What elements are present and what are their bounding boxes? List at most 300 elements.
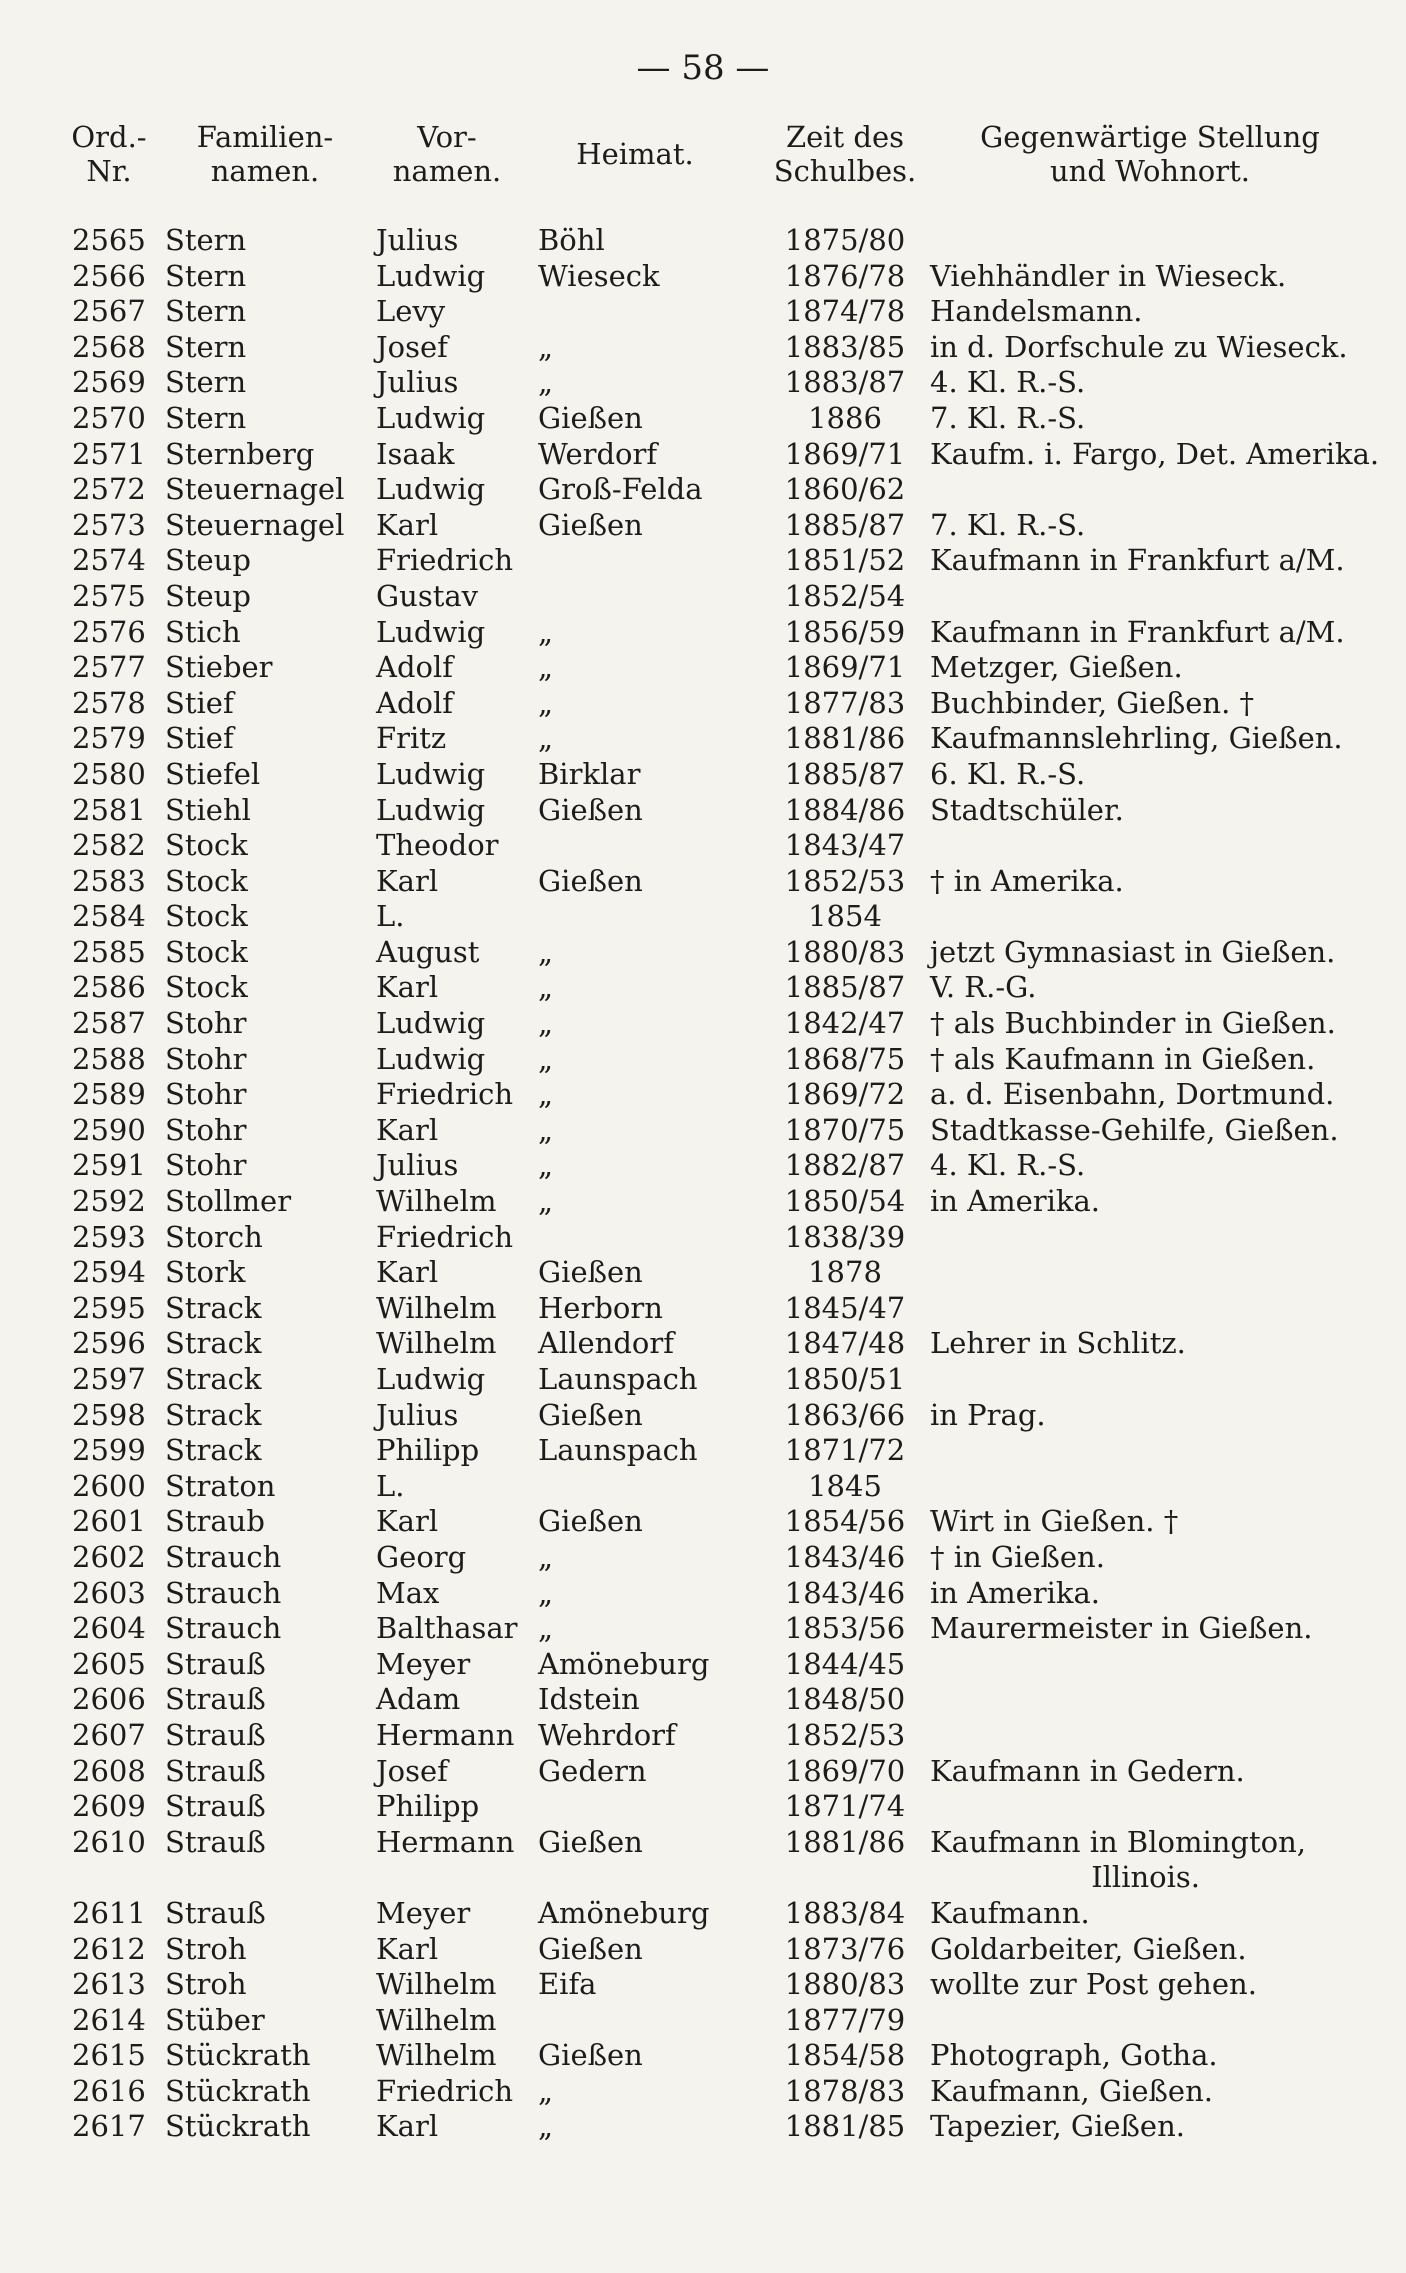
familienname-cell-text: Stock: [165, 863, 248, 898]
zeit-cell: [770, 1113, 920, 1149]
vorname-cell-text: August: [376, 934, 480, 969]
zeit-cell-text: 1860/62: [784, 472, 906, 507]
vorname-cell-text: Karl: [376, 1504, 439, 1539]
familienname-cell: [165, 223, 370, 259]
table-row: [0, 2109, 1406, 2145]
vorname-cell-text: Julius: [376, 365, 459, 400]
zeit-cell: [770, 864, 920, 900]
stellung-cell: [930, 721, 1370, 757]
stellung-cell-text: Buchbinder, Gießen. †: [930, 685, 1255, 720]
vorname-cell: [376, 1647, 536, 1683]
familienname-cell: [165, 1647, 370, 1683]
familienname-cell: [165, 864, 370, 900]
vorname-cell: [376, 1754, 536, 1790]
heimat-cell: [538, 1184, 738, 1220]
table-row: [0, 2038, 1406, 2074]
table-row: [0, 899, 1406, 935]
table-row: [0, 1932, 1406, 1968]
table-row: [0, 1718, 1406, 1754]
stellung-cell-text: Metzger, Gießen.: [930, 650, 1183, 685]
heimat-cell: [538, 1113, 738, 1149]
heimat-cell-text: Wieseck: [538, 258, 660, 293]
familienname-cell-text: Stern: [165, 258, 247, 293]
ord-nr-cell-text: 2614: [72, 2002, 146, 2037]
familienname-cell-text: Stern: [165, 365, 247, 400]
ord-nr-cell: [72, 1825, 152, 1861]
heimat-cell-text: „: [538, 1611, 554, 1646]
vorname-cell-text: Ludwig: [376, 258, 486, 293]
table-row: [0, 1825, 1406, 1896]
zeit-cell: [770, 757, 920, 793]
ord-nr-cell-text: 2583: [72, 863, 146, 898]
familienname-cell: [165, 1682, 370, 1718]
vorname-cell: [376, 1042, 536, 1078]
ord-nr-cell: [72, 1932, 152, 1968]
familienname-cell: [165, 1362, 370, 1398]
familienname-cell: [165, 294, 370, 330]
heimat-cell-text: Amöneburg: [538, 1646, 710, 1681]
heimat-cell-text: „: [538, 934, 554, 969]
zeit-cell-text: 1877/79: [784, 2002, 906, 2037]
zeit-cell: [770, 970, 920, 1006]
heimat-cell: [538, 1504, 738, 1540]
stellung-cell: [930, 1326, 1370, 1362]
heimat-cell: [538, 2074, 738, 2110]
stellung-cell-text: Stadtkasse-Gehilfe, Gießen.: [930, 1112, 1339, 1147]
heimat-cell-text: „: [538, 1539, 554, 1574]
zeit-cell: [770, 294, 920, 330]
vorname-cell: [376, 579, 536, 615]
heimat-cell: [538, 793, 738, 829]
familienname-cell-text: Stückrath: [165, 2073, 311, 2108]
stellung-cell-text: 7. Kl. R.-S.: [930, 507, 1086, 542]
heimat-cell-text: Gießen: [538, 507, 643, 542]
heimat-cell: [538, 1326, 738, 1362]
vorname-cell: [376, 437, 536, 473]
stellung-cell: [930, 935, 1370, 971]
familienname-cell-text: Stohr: [165, 1148, 247, 1183]
ord-nr-cell: [72, 1967, 152, 2003]
zeit-cell-text: 1856/59: [784, 614, 906, 649]
familienname-cell-text: Stern: [165, 400, 247, 435]
heimat-cell: [538, 686, 738, 722]
stellung-cell-text: Kaufmann, Gießen.: [930, 2073, 1213, 2108]
ord-nr-cell-text: 2576: [72, 614, 146, 649]
vorname-cell-text: Ludwig: [376, 1041, 486, 1076]
familienname-cell-text: Stork: [165, 1255, 246, 1290]
heimat-cell-text: „: [538, 721, 554, 756]
familienname-cell: [165, 1540, 370, 1576]
heimat-cell-text: „: [538, 685, 554, 720]
zeit-cell: [770, 2003, 920, 2039]
zeit-cell-text: 1873/76: [784, 1931, 906, 1966]
familienname-cell-text: Strack: [165, 1290, 262, 1325]
vorname-cell-text: Friedrich: [376, 1219, 514, 1254]
familienname-cell: [165, 1398, 370, 1434]
familienname-cell: [165, 1611, 370, 1647]
zeit-cell-text: 1874/78: [784, 294, 906, 329]
stellung-cell: [930, 1576, 1370, 1612]
ord-nr-cell: [72, 1255, 152, 1291]
ord-nr-cell: [72, 1647, 152, 1683]
table-row: [0, 401, 1406, 437]
heimat-cell: [538, 1077, 738, 1113]
ord-nr-cell: [72, 330, 152, 366]
ord-nr-cell-text: 2572: [72, 472, 146, 507]
familienname-cell-text: Steup: [165, 578, 251, 613]
vorname-cell-text: Wilhelm: [376, 2002, 497, 2037]
ord-nr-cell-text: 2584: [72, 899, 146, 934]
vorname-cell-text: Philipp: [376, 1433, 480, 1468]
stellung-cell-text: † in Amerika.: [930, 863, 1124, 898]
familienname-cell-text: Strauß: [165, 1753, 266, 1788]
vorname-cell-text: Max: [376, 1575, 440, 1610]
zeit-cell: [770, 543, 920, 579]
table-row: [0, 1077, 1406, 1113]
vorname-cell: [376, 294, 536, 330]
header-ord-nr: Ord.- Nr.: [71, 120, 147, 188]
familienname-cell: [165, 899, 370, 935]
familienname-cell: [165, 1006, 370, 1042]
table-row: [0, 1113, 1406, 1149]
familienname-cell: [165, 828, 370, 864]
stellung-cell: [930, 970, 1370, 1006]
heimat-cell-text: Birklar: [538, 756, 641, 791]
stellung-cell-text: Kaufmann in Gedern.: [930, 1753, 1245, 1788]
heimat-cell-text: Wehrdorf: [538, 1717, 676, 1752]
zeit-cell: [770, 1789, 920, 1825]
zeit-cell-text: 1869/71: [784, 650, 906, 685]
familienname-cell: [165, 650, 370, 686]
stellung-cell: [930, 864, 1370, 900]
vorname-cell-text: Isaak: [376, 436, 455, 471]
vorname-cell: [376, 223, 536, 259]
vorname-cell: [376, 2003, 536, 2039]
register-table: [0, 223, 1406, 2145]
ord-nr-cell-text: 2617: [72, 2109, 146, 2144]
table-row: [0, 1255, 1406, 1291]
heimat-cell: [538, 1967, 738, 2003]
heimat-cell: [538, 1647, 738, 1683]
ord-nr-cell: [72, 1576, 152, 1612]
zeit-cell: [770, 2074, 920, 2110]
header-familiennamen: Familien- namen.: [196, 120, 334, 188]
familienname-cell: [165, 1469, 370, 1505]
zeit-cell: [770, 1754, 920, 1790]
stellung-cell-text: 4. Kl. R.-S.: [930, 1148, 1086, 1183]
stellung-cell-text: Goldarbeiter, Gießen.: [930, 1931, 1247, 1966]
heimat-cell: [538, 970, 738, 1006]
table-row: [0, 1647, 1406, 1683]
stellung-cell-text: a. d. Eisenbahn, Dortmund.: [930, 1077, 1335, 1112]
ord-nr-cell-text: 2585: [72, 934, 146, 969]
vorname-cell-text: Theodor: [376, 828, 499, 863]
heimat-cell-text: „: [538, 1006, 554, 1041]
vorname-cell: [376, 259, 536, 295]
ord-nr-cell-text: 2601: [72, 1504, 146, 1539]
ord-nr-cell-text: 2605: [72, 1646, 146, 1681]
vorname-cell: [376, 1077, 536, 1113]
zeit-cell-text: 1844/45: [784, 1646, 906, 1681]
vorname-cell-text: Karl: [376, 1931, 439, 1966]
vorname-cell-text: L.: [376, 899, 405, 934]
stellung-cell: [930, 1967, 1370, 2003]
ord-nr-cell-text: 2595: [72, 1290, 146, 1325]
ord-nr-cell: [72, 2038, 152, 2074]
heimat-cell-text: Allendorf: [538, 1326, 674, 1361]
heimat-cell: [538, 1754, 738, 1790]
heimat-cell-text: Böhl: [538, 223, 605, 257]
familienname-cell-text: Strauß: [165, 1646, 266, 1681]
stellung-cell: [930, 793, 1370, 829]
familienname-cell: [165, 2038, 370, 2074]
familienname-cell-text: Sternberg: [165, 436, 315, 471]
zeit-cell-text: 1847/48: [784, 1326, 906, 1361]
heimat-cell: [538, 935, 738, 971]
familienname-cell: [165, 1754, 370, 1790]
heimat-cell-text: Gießen: [538, 863, 643, 898]
stellung-cell-text: Kaufmann in Frankfurt a/M.: [930, 543, 1345, 578]
vorname-cell: [376, 1006, 536, 1042]
ord-nr-cell: [72, 1184, 152, 1220]
familienname-cell: [165, 543, 370, 579]
stellung-cell: [930, 294, 1370, 330]
ord-nr-cell-text: 2577: [72, 650, 146, 685]
vorname-cell-text: Balthasar: [376, 1611, 518, 1646]
stellung-cell-text: Stadtschüler.: [930, 792, 1124, 827]
vorname-cell: [376, 1540, 536, 1576]
ord-nr-cell-text: 2566: [72, 258, 146, 293]
familienname-cell: [165, 2074, 370, 2110]
vorname-cell: [376, 686, 536, 722]
heimat-cell-text: „: [538, 650, 554, 685]
stellung-cell: [930, 508, 1370, 544]
familienname-cell: [165, 2109, 370, 2145]
heimat-cell-text: „: [538, 2073, 554, 2108]
familienname-cell-text: Strauß: [165, 1717, 266, 1752]
vorname-cell-text: Friedrich: [376, 1077, 514, 1112]
familienname-cell-text: Stollmer: [165, 1184, 292, 1219]
ord-nr-cell: [72, 1682, 152, 1718]
heimat-cell: [538, 1398, 738, 1434]
vorname-cell-text: Karl: [376, 1112, 439, 1147]
ord-nr-cell: [72, 828, 152, 864]
zeit-cell-text: 1869/71: [784, 436, 906, 471]
zeit-cell-text: 1884/86: [784, 792, 906, 827]
ord-nr-cell-text: 2607: [72, 1717, 146, 1752]
familienname-cell: [165, 1576, 370, 1612]
ord-nr-cell: [72, 1148, 152, 1184]
zeit-cell: [770, 1896, 920, 1932]
vorname-cell: [376, 2074, 536, 2110]
table-row: [0, 1469, 1406, 1505]
ord-nr-cell-text: 2565: [72, 223, 146, 257]
familienname-cell-text: Storch: [165, 1219, 263, 1254]
vorname-cell: [376, 1148, 536, 1184]
stellung-cell-text: Kaufmannslehrling, Gießen.: [930, 721, 1343, 756]
zeit-cell: [770, 615, 920, 651]
ord-nr-cell-text: 2604: [72, 1611, 146, 1646]
familienname-cell: [165, 401, 370, 437]
ord-nr-cell-text: 2615: [72, 2038, 146, 2073]
familienname-cell: [165, 793, 370, 829]
zeit-cell-text: 1845: [808, 1468, 882, 1503]
ord-nr-cell: [72, 757, 152, 793]
vorname-cell-text: Fritz: [376, 721, 447, 756]
vorname-cell: [376, 1825, 536, 1861]
familienname-cell-text: Strack: [165, 1433, 262, 1468]
ord-nr-cell: [72, 1789, 152, 1825]
vorname-cell-text: Adolf: [376, 685, 453, 720]
zeit-cell-text: 1881/85: [784, 2109, 906, 2144]
header-zeit-des-schulbesuchs: Zeit des Schulbes.: [773, 120, 917, 188]
zeit-cell-text: 1880/83: [784, 1967, 906, 2002]
ord-nr-cell: [72, 259, 152, 295]
vorname-cell: [376, 1576, 536, 1612]
zeit-cell-text: 1881/86: [784, 1824, 906, 1859]
stellung-cell: [930, 1896, 1370, 1932]
ord-nr-cell-text: 2590: [72, 1112, 146, 1147]
zeit-cell-text: 1851/52: [784, 543, 906, 578]
heimat-cell-text: Launspach: [538, 1433, 698, 1468]
familienname-cell-text: Strauch: [165, 1611, 282, 1646]
heimat-cell-text: Gießen: [538, 1504, 643, 1539]
familienname-cell: [165, 1255, 370, 1291]
stellung-cell: [930, 1148, 1370, 1184]
stellung-cell-text: Kaufmann in Blomington,: [930, 1824, 1306, 1859]
heimat-cell: [538, 508, 738, 544]
zeit-cell-text: 1854/58: [784, 2038, 906, 2073]
stellung-cell: [930, 1184, 1370, 1220]
vorname-cell: [376, 1611, 536, 1647]
familienname-cell: [165, 1789, 370, 1825]
vorname-cell-text: Adam: [376, 1682, 461, 1717]
zeit-cell: [770, 1184, 920, 1220]
vorname-cell-text: Ludwig: [376, 1006, 486, 1041]
zeit-cell-text: 1885/87: [784, 970, 906, 1005]
table-row: [0, 1576, 1406, 1612]
vorname-cell: [376, 1184, 536, 1220]
zeit-cell-text: 1852/53: [784, 863, 906, 898]
familienname-cell: [165, 579, 370, 615]
vorname-cell: [376, 330, 536, 366]
vorname-cell-text: Karl: [376, 970, 439, 1005]
heimat-cell-text: „: [538, 614, 554, 649]
familienname-cell: [165, 1896, 370, 1932]
familienname-cell-text: Straub: [165, 1504, 265, 1539]
vorname-cell-text: L.: [376, 1468, 405, 1503]
zeit-cell: [770, 1504, 920, 1540]
table-row: [0, 508, 1406, 544]
familienname-cell-text: Stock: [165, 828, 248, 863]
heimat-cell: [538, 472, 738, 508]
table-row: [0, 1896, 1406, 1932]
heimat-cell-text: Eifa: [538, 1967, 597, 2002]
ord-nr-cell: [72, 793, 152, 829]
zeit-cell-text: 1843/46: [784, 1575, 906, 1610]
stellung-cell: [930, 543, 1370, 579]
vorname-cell: [376, 615, 536, 651]
ord-nr-cell: [72, 223, 152, 259]
table-row: [0, 1398, 1406, 1434]
stellung-cell: [930, 1611, 1370, 1647]
heimat-cell: [538, 2109, 738, 2145]
familienname-cell: [165, 686, 370, 722]
table-row: [0, 437, 1406, 473]
heimat-cell-text: „: [538, 1112, 554, 1147]
heimat-cell: [538, 1148, 738, 1184]
ord-nr-cell: [72, 2074, 152, 2110]
vorname-cell-text: Friedrich: [376, 543, 514, 578]
ord-nr-cell: [72, 721, 152, 757]
ord-nr-cell: [72, 294, 152, 330]
zeit-cell: [770, 1077, 920, 1113]
stellung-cell: [930, 1932, 1370, 1968]
familienname-cell-text: Stief: [165, 721, 234, 756]
vorname-cell-text: Julius: [376, 1148, 459, 1183]
stellung-cell-text: in Amerika.: [930, 1184, 1100, 1219]
ord-nr-cell: [72, 1611, 152, 1647]
ord-nr-cell-text: 2609: [72, 1789, 146, 1824]
table-row: [0, 1682, 1406, 1718]
zeit-cell-text: 1843/46: [784, 1539, 906, 1574]
vorname-cell: [376, 793, 536, 829]
vorname-cell: [376, 1326, 536, 1362]
zeit-cell: [770, 1682, 920, 1718]
zeit-cell: [770, 935, 920, 971]
table-row: [0, 294, 1406, 330]
vorname-cell: [376, 1255, 536, 1291]
ord-nr-cell-text: 2586: [72, 970, 146, 1005]
heimat-cell: [538, 1718, 738, 1754]
zeit-cell-text: 1885/87: [784, 756, 906, 791]
zeit-cell-text: 1869/70: [784, 1753, 906, 1788]
table-row: [0, 757, 1406, 793]
heimat-cell-text: Groß-Felda: [538, 472, 703, 507]
vorname-cell: [376, 1469, 536, 1505]
heimat-cell: [538, 1006, 738, 1042]
stellung-cell: [930, 1540, 1370, 1576]
familienname-cell-text: Stückrath: [165, 2038, 311, 2073]
ord-nr-cell-text: 2598: [72, 1397, 146, 1432]
vorname-cell-text: Friedrich: [376, 2073, 514, 2108]
ord-nr-cell: [72, 1326, 152, 1362]
familienname-cell-text: Steuernagel: [165, 472, 345, 507]
zeit-cell-text: 1850/51: [784, 1362, 906, 1396]
heimat-cell: [538, 1255, 738, 1291]
ord-nr-cell-text: 2612: [72, 1931, 146, 1966]
stellung-cell-text: in d. Dorfschule zu Wieseck.: [930, 329, 1348, 364]
familienname-cell-text: Stiefel: [165, 756, 261, 791]
zeit-cell: [770, 650, 920, 686]
ord-nr-cell-text: 2578: [72, 685, 146, 720]
table-row: [0, 1611, 1406, 1647]
zeit-cell-text: 1852/54: [784, 578, 906, 613]
heimat-cell: [538, 330, 738, 366]
zeit-cell: [770, 721, 920, 757]
familienname-cell-text: Strauß: [165, 1682, 266, 1717]
stellung-cell: [930, 1504, 1370, 1540]
familienname-cell: [165, 1113, 370, 1149]
ord-nr-cell-text: 2599: [72, 1433, 146, 1468]
zeit-cell: [770, 1433, 920, 1469]
familienname-cell-text: Stock: [165, 934, 248, 969]
stellung-cell-text: 4. Kl. R.-S.: [930, 365, 1086, 400]
zeit-cell: [770, 2038, 920, 2074]
zeit-cell: [770, 1540, 920, 1576]
zeit-cell-text: 1875/80: [784, 223, 906, 257]
familienname-cell: [165, 615, 370, 651]
